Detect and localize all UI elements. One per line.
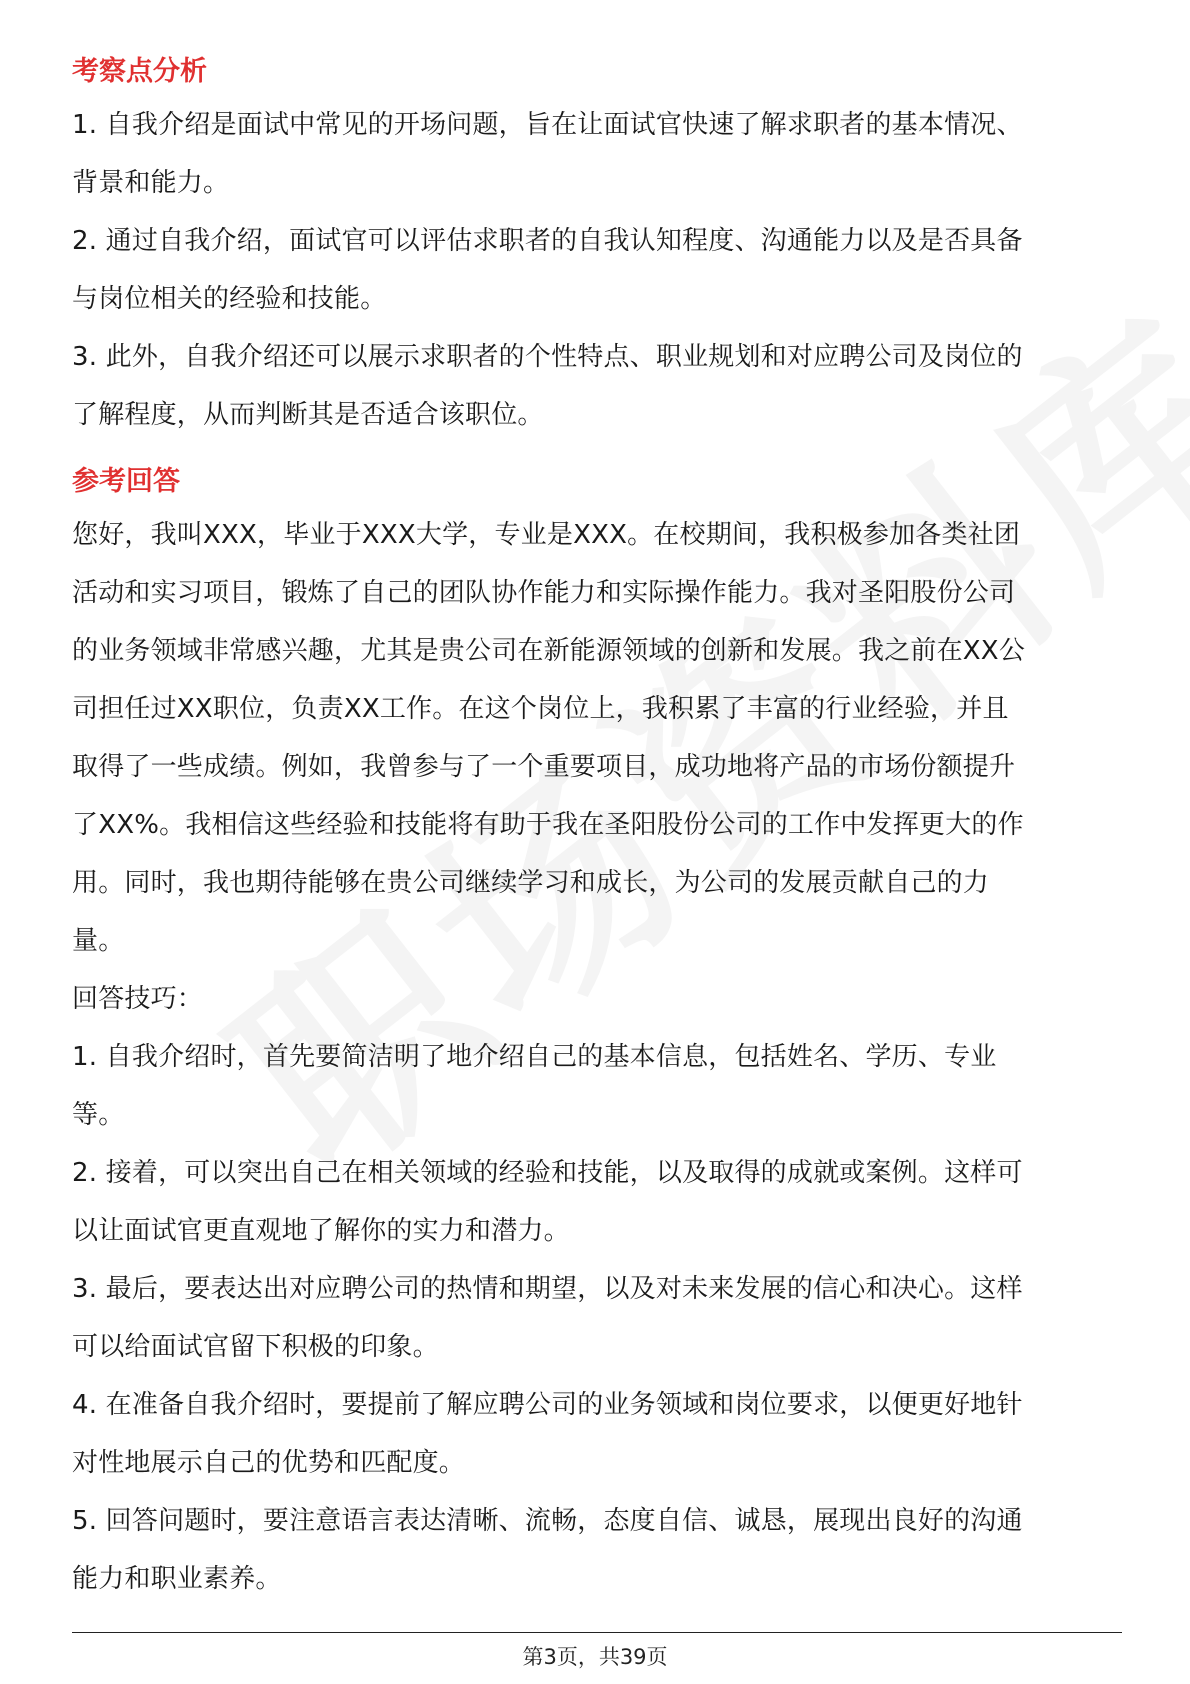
answer-line: 司担任过XX职位，负责XX工作。在这个岗位上，我积累了丰富的行业经验，并且: [72, 694, 1009, 724]
analysis-line: 背景和能力。: [72, 168, 230, 198]
tip-line: 2. 接着，可以突出自己在相关领域的经验和技能，以及取得的成就或案例。这样可: [72, 1158, 1023, 1188]
answer-line: 活动和实习项目，锻炼了自己的团队协作能力和实际操作能力。我对圣阳股份公司: [72, 578, 1016, 608]
answer-line: 的业务领域非常感兴趣，尤其是贵公司在新能源领域的创新和发展。我之前在XX公: [72, 636, 1026, 666]
page-content: [72, 48, 1122, 1608]
tip-line: 以让面试官更直观地了解你的实力和潜力。: [72, 1216, 570, 1246]
analysis-line: 与岗位相关的经验和技能。: [72, 284, 387, 314]
analysis-line: 3. 此外，自我介绍还可以展示求职者的个性特点、职业规划和对应聘公司及岗位的: [72, 342, 1023, 372]
section-title-analysis: 考察点分析: [72, 56, 207, 87]
tips-heading: 回答技巧：: [72, 984, 204, 1014]
answer-line: 量。: [72, 926, 125, 956]
footer-divider: [72, 1632, 1122, 1633]
tip-line: 等。: [72, 1100, 125, 1130]
tip-line: 4. 在准备自我介绍时，要提前了解应聘公司的业务领域和岗位要求，以便更好地针: [72, 1390, 1023, 1420]
tip-line: 3. 最后，要表达出对应聘公司的热情和期望，以及对未来发展的信心和决心。这样: [72, 1274, 1023, 1304]
tip-line: 可以给面试官留下积极的印象。: [72, 1332, 439, 1362]
analysis-line: 1. 自我介绍是面试中常见的开场问题，旨在让面试官快速了解求职者的基本情况、: [72, 110, 1023, 140]
analysis-line: 2. 通过自我介绍，面试官可以评估求职者的自我认知程度、沟通能力以及是否具备: [72, 226, 1023, 256]
tip-line: 1. 自我介绍时，首先要简洁明了地介绍自己的基本信息，包括姓名、学历、专业: [72, 1042, 997, 1072]
page-number: 第3页，共39页: [522, 1645, 668, 1669]
tip-line: 能力和职业素养。: [72, 1564, 282, 1594]
answer-line: 了XX%。我相信这些经验和技能将有助于我在圣阳股份公司的工作中发挥更大的作: [72, 810, 1024, 840]
tip-line: 对性地展示自己的优势和匹配度。: [72, 1448, 466, 1478]
tip-line: 5. 回答问题时，要注意语言表达清晰、流畅，态度自信、诚恳，展现出良好的沟通: [72, 1506, 1023, 1536]
section-title-answer: 参考回答: [72, 466, 180, 497]
answer-line: 您好，我叫XXX，毕业于XXX大学，专业是XXX。在校期间，我积极参加各类社团: [72, 520, 1021, 550]
answer-line: 取得了一些成绩。例如，我曾参与了一个重要项目，成功地将产品的市场份额提升: [72, 752, 1016, 782]
answer-line: 用。同时，我也期待能够在贵公司继续学习和成长，为公司的发展贡献自己的力: [72, 868, 990, 898]
analysis-line: 了解程度，从而判断其是否适合该职位。: [72, 400, 544, 430]
